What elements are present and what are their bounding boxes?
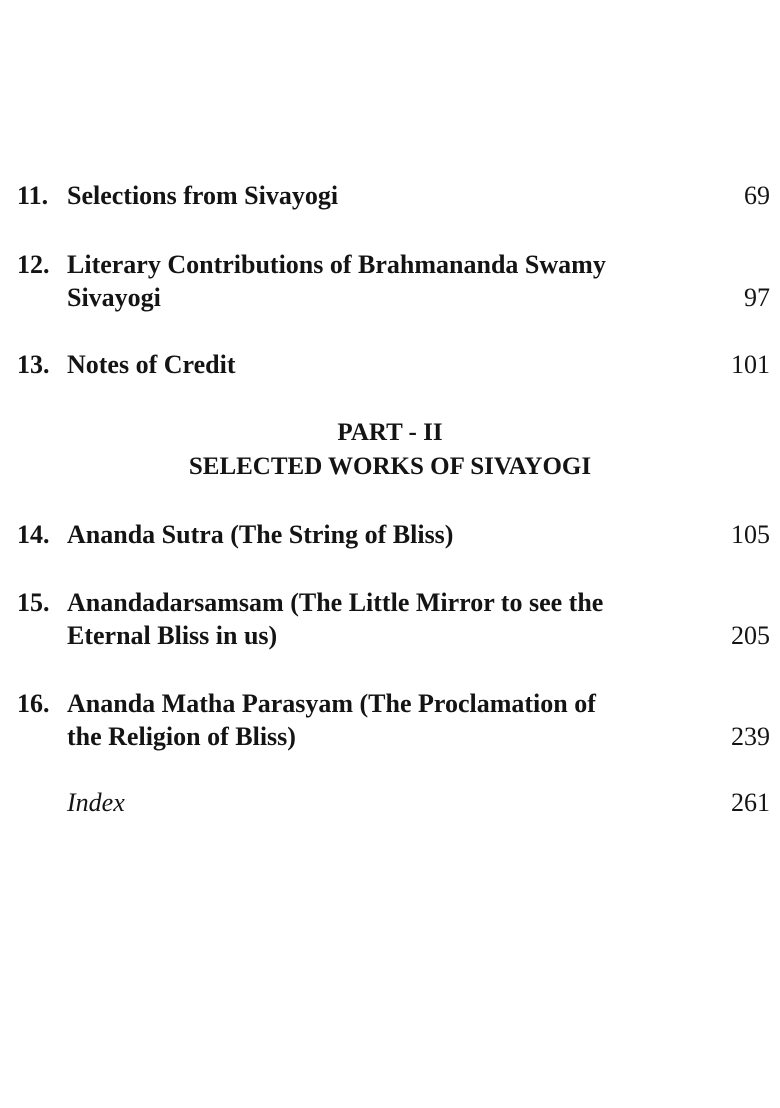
entry-title: Selections from Sivayogi <box>67 181 339 210</box>
entry-title: Literary Contributions of Brahmananda Swamy <box>67 250 606 279</box>
entry-number: 12. <box>17 250 50 279</box>
entry-page: 261 <box>731 788 770 817</box>
entry-page: 69 <box>744 181 770 210</box>
entry-title-cont: Eternal Bliss in us) <box>67 621 278 650</box>
entry-title: Ananda Matha Parasyam (The Proclamation of <box>67 689 596 718</box>
entry-page: 239 <box>731 722 770 751</box>
entry-title: Ananda Sutra (The String of Bliss) <box>67 520 454 549</box>
entry-number: 14. <box>17 520 50 549</box>
entry-number: 13. <box>17 350 50 379</box>
entry-page: 101 <box>731 350 770 379</box>
entry-title-cont: the Religion of Bliss) <box>67 722 296 751</box>
index-label: Index <box>67 788 125 817</box>
entry-number: 15. <box>17 588 50 617</box>
entry-title: Notes of Credit <box>67 350 236 379</box>
entry-page: 205 <box>731 621 770 650</box>
entry-page: 105 <box>731 520 770 549</box>
entry-title: Anandadarsamsam (The Little Mirror to see the <box>67 588 604 617</box>
part-subtitle: SELECTED WORKS OF SIVAYOGI <box>188 453 592 480</box>
entry-number: 16. <box>17 689 50 718</box>
entry-number: 11. <box>17 181 49 210</box>
entry-page: 97 <box>744 283 770 312</box>
part-heading: PART - II <box>337 419 443 446</box>
entry-title-cont: Sivayogi <box>67 283 161 312</box>
